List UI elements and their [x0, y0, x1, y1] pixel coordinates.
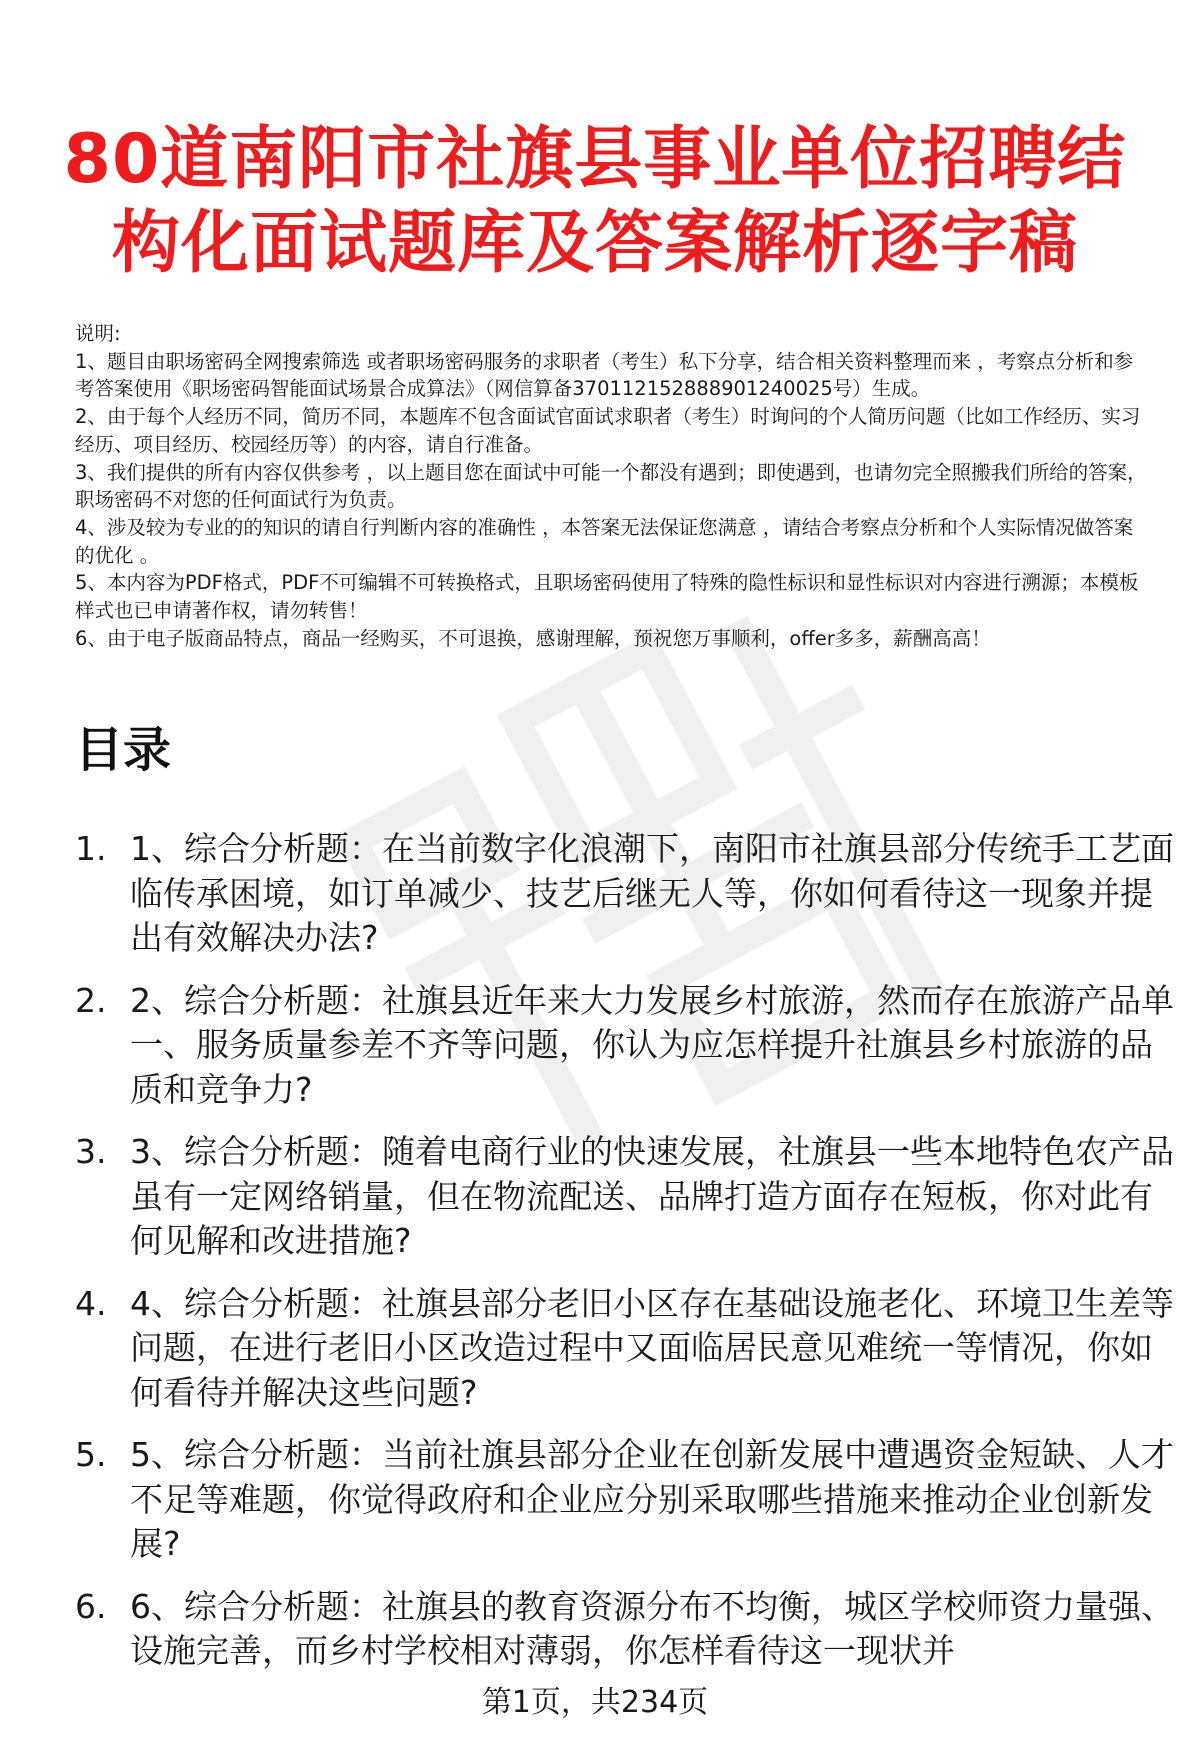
note-item: 1、题目由职场密码全网搜索筛选 或者职场密码服务的求职者（考生）私下分享，结合相关资料整理而来 ，考察点分析和参考答案使用《职场密码智能面试场景合成算法》（网信算备370112152888901240025号）生成。: [75, 349, 1134, 401]
toc-item-number: 3.: [75, 1132, 107, 1171]
toc-item-text: 2、综合分析题：社旗县近年来大力发展乡村旅游，然而存在旅游产品单一、服务质量参差不齐等问题，你认为应怎样提升社旗县乡村旅游的品质和竞争力?: [130, 980, 1174, 1109]
toc-item-number: 2.: [75, 980, 107, 1020]
toc-item[interactable]: [75, 1585, 1175, 1674]
toc-item-number: 4.: [75, 1283, 107, 1323]
toc-list: [75, 827, 1175, 1692]
toc-item-text: 5、综合分析题：当前社旗县部分企业在创新发展中遭遇资金短缺、人才不足等难题，你觉得政府和企业应分别采取哪些措施来推动企业创新发展?: [130, 1435, 1174, 1563]
toc-item-text: 3、综合分析题：随着电商行业的快速发展，社旗县一些本地特色农产品虽有一定网络销量，但在物流配送、品牌打造方面存在短板，你对此有何见解和改进措施?: [130, 1132, 1174, 1260]
notes-section: [75, 320, 1150, 652]
note-item: 2、由于每个人经历不同，简历不同，本题库不包含面试官面试求职者（考生）时询问的个人简历问题（比如工作经历、实习经历、项目经历、校园经历等）的内容，请自行准备。: [75, 405, 1141, 456]
toc-item-number: 1.: [75, 829, 107, 868]
notes-heading: 说明:: [75, 322, 121, 345]
note-item: 5、本内容为PDF格式，PDF不可编辑不可转换格式，且职场密码使用了特殊的隐性标识和显性标识对内容进行溯源；本模板样式也已申请著作权，请勿转售！: [75, 571, 1139, 623]
toc-item[interactable]: [75, 827, 1175, 961]
page-footer: 第1页，共234页: [481, 1685, 709, 1720]
toc-heading: 目录: [75, 722, 172, 778]
toc-item-text: 6、综合分析题：社旗县的教育资源分布不均衡，城区学校师资力量强、设施完善，而乡村学校相对薄弱，你怎样看待这一现状并: [130, 1586, 1174, 1670]
toc-item-text: 4、综合分析题：社旗县部分老旧小区存在基础设施老化、环境卫生差等问题，在进行老旧小区改造过程中又面临居民意见难统一等情况，你如何看待并解决这些问题?: [130, 1283, 1174, 1412]
toc-item-text: 1、综合分析题：在当前数字化浪潮下，南阳市社旗县部分传统手工艺面临传承困境，如订单减少、技艺后继无人等，你如何看待这一现象并提出有效解决办法?: [130, 829, 1174, 957]
toc-item[interactable]: [75, 1130, 1175, 1264]
toc-item-number: 6.: [75, 1586, 107, 1626]
page-title: 80道南阳市社旗县事业单位招聘结构化面试题库及答案解析逐字稿: [63, 120, 1127, 283]
toc-item[interactable]: [75, 979, 1175, 1113]
toc-item[interactable]: [75, 1282, 1175, 1416]
note-item: 6、由于电子版商品特点，商品一经购买，不可退换，感谢理解，预祝您万事顺利，offer多多，薪酬高高！: [75, 626, 991, 650]
note-item: 4、涉及较为专业的的知识的请自行判断内容的准确性 ，本答案无法保证您满意 ，请结合考察点分析和个人实际情况做答案的优化 。: [75, 515, 1134, 567]
toc-item[interactable]: [75, 1433, 1175, 1567]
note-item: 3、我们提供的所有内容仅供参考 ，以上题目您在面试中可能一个都没有遇到；即使遇到，也请勿完全照搬我们所给的答案，职场密码不对您的任何面试行为负责。: [75, 460, 1147, 512]
toc-item-number: 5.: [75, 1435, 107, 1474]
